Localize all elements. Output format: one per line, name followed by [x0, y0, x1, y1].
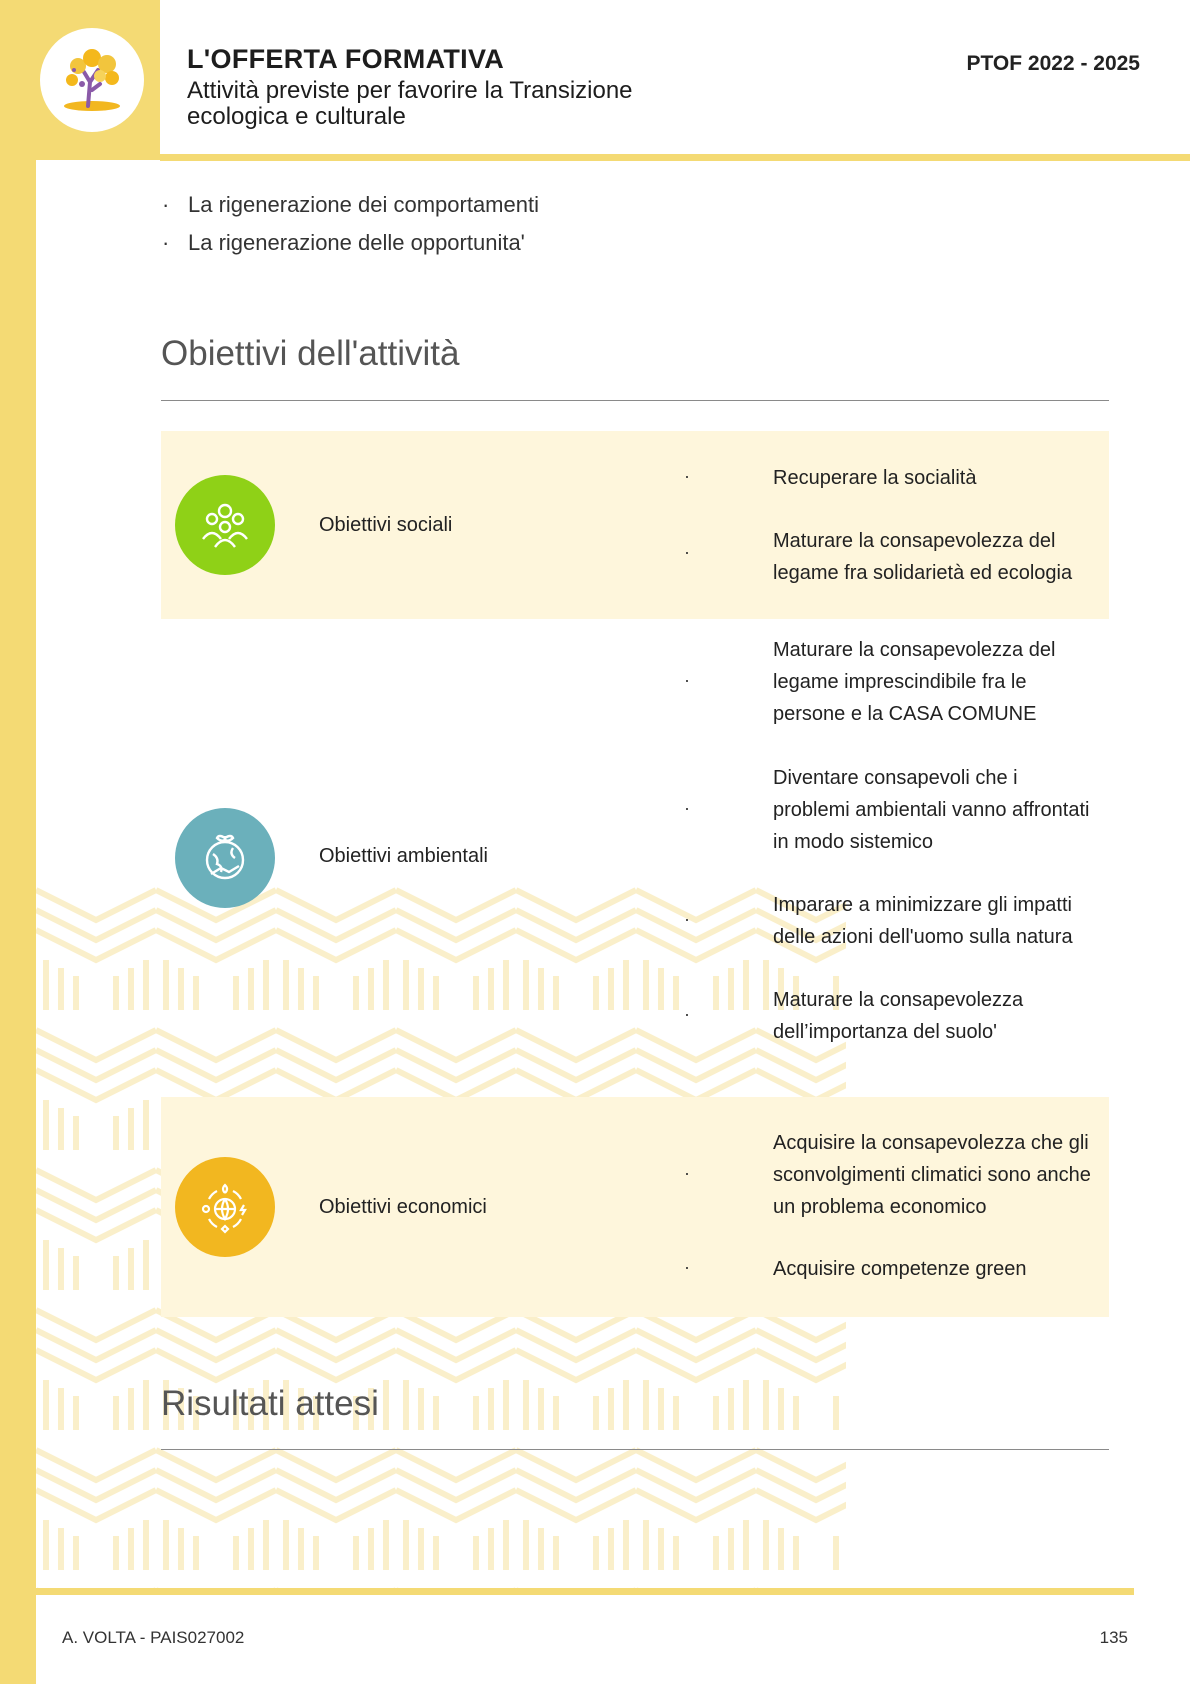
school-logo: [40, 28, 144, 132]
intro-bullet-list: [162, 192, 539, 268]
globe-hands-icon: [175, 808, 275, 908]
section-divider: [161, 1449, 1109, 1450]
list-item: · La rigenerazione delle opportunita': [162, 230, 525, 255]
page-title: L'OFFERTA FORMATIVA: [187, 44, 505, 74]
page-number: 135: [1099, 1628, 1128, 1647]
objective-label: Obiettivi sociali: [319, 514, 453, 536]
objective-row-social: Obiettivi sociali · Recuperare la socialità · Maturare la consapevolezza del legame fra solidarietà ed ecologia: [161, 431, 1109, 619]
section-divider: [161, 400, 1109, 401]
objective-row-environmental: Obiettivi ambientali · Maturare la consapevolezza del legame imprescindibile fra le persone e la CASA COMUNE · Diventare consapevoli che i problemi ambientali vanno affrontati in modo sistemico · Imparare a minimizzare gli impatti delle azioni dell'uomo sulla natura · Maturare la consapevolezza dell’importanza del suolo': [161, 619, 1109, 1097]
objectives-table: [161, 431, 1109, 1317]
objective-label: Obiettivi ambientali: [319, 845, 488, 867]
section-title-objectives: Obiettivi dell'attività: [161, 334, 460, 373]
objective-row-economic: Obiettivi economici · Acquisire la consapevolezza che gli sconvolgimenti climatici sono anche un problema economico · Acquisire competenze green: [161, 1097, 1109, 1317]
people-group-icon: [175, 475, 275, 575]
globe-economy-icon: [175, 1157, 275, 1257]
list-item: · La rigenerazione dei comportamenti: [162, 192, 539, 217]
header-divider: [160, 154, 1190, 161]
footer-school: A. VOLTA - PAIS027002: [62, 1628, 245, 1647]
objective-label: Obiettivi economici: [319, 1196, 487, 1218]
footer-divider: [36, 1588, 1134, 1595]
left-decorative-strip: [0, 0, 36, 1684]
tree-logo-icon: [52, 40, 132, 120]
section-title-results: Risultati attesi: [161, 1384, 379, 1423]
ptof-label: PTOF 2022 - 2025: [966, 52, 1140, 75]
page-subtitle: Attività previste per favorire la Transizione ecologica e culturale: [187, 77, 633, 130]
